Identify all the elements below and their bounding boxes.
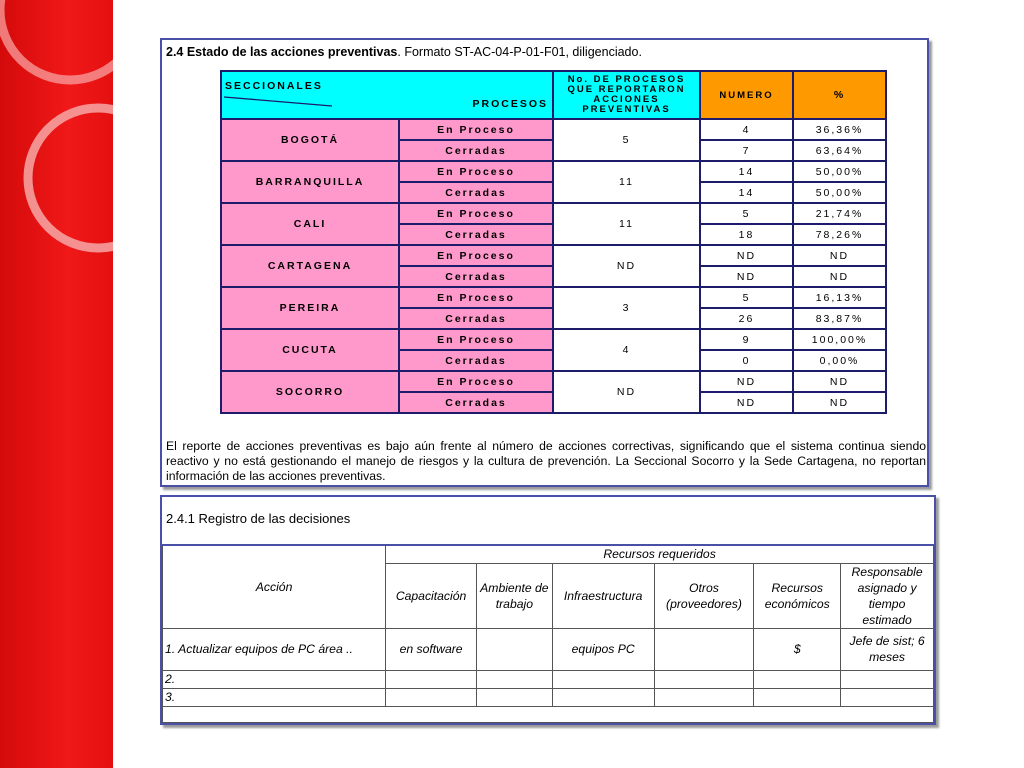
numero-cell: 0 — [700, 350, 793, 371]
header-procesos-seccionales — [221, 71, 553, 119]
otros-cell — [654, 688, 754, 706]
decisions-card — [160, 495, 936, 725]
estado-cerradas-cell: Cerradas — [399, 224, 553, 245]
preventive-actions-card — [160, 38, 929, 487]
estado-en-proceso-cell: En Proceso — [399, 245, 553, 266]
estado-en-proceso-cell: En Proceso — [399, 161, 553, 182]
procesos-count-cell: ND — [553, 245, 700, 287]
header-seccionales: SECCIONALES — [225, 80, 323, 92]
seccional-cell: BOGOTÁ — [221, 119, 399, 161]
pct-cell: 63,64% — [793, 140, 886, 161]
table-row — [221, 371, 886, 392]
section-title-rest: . Formato ST-AC-04-P-01-F01, diligenciado. — [397, 45, 642, 59]
infraestructura-cell: equipos PC — [552, 628, 654, 670]
table-row — [221, 203, 886, 224]
numero-cell: 26 — [700, 308, 793, 329]
procesos-count-cell: 11 — [553, 203, 700, 245]
col-otros: Otros (proveedores) — [654, 563, 754, 628]
responsable-cell — [841, 670, 934, 688]
numero-cell: 14 — [700, 161, 793, 182]
summary-paragraph: El reporte de acciones preventivas es bajo aún frente al número de acciones correctivas, significando que el sistema continua siendo reactivo y no está gestionando el manejo de riesgos y la cultura de prevención. La Seccional Socorro y la Sede Cartagena, no reportan información de las acciones preventivas. — [166, 439, 926, 483]
section-title-bold: 2.4 Estado de las acciones preventivas — [166, 45, 398, 59]
ambiente-cell — [476, 670, 552, 688]
col-capacitacion: Capacitación — [386, 563, 477, 628]
estado-cerradas-cell: Cerradas — [399, 308, 553, 329]
col-ambiente: Ambiente de trabajo — [476, 563, 552, 628]
accion-cell: 1. Actualizar equipos de PC área .. — [163, 628, 386, 670]
table-header-row — [221, 71, 886, 119]
capacitacion-cell: en software — [386, 628, 477, 670]
seccional-cell: BARRANQUILLA — [221, 161, 399, 203]
recursos-cell — [754, 688, 841, 706]
col-infraestructura: Infraestructura — [552, 563, 654, 628]
ambiente-cell — [476, 628, 552, 670]
pct-cell: 50,00% — [793, 161, 886, 182]
preventive-actions-body — [221, 119, 886, 413]
col-recursos: Recursos económicos — [754, 563, 841, 628]
estado-en-proceso-cell: En Proceso — [399, 287, 553, 308]
numero-cell: 7 — [700, 140, 793, 161]
procesos-count-cell: 3 — [553, 287, 700, 329]
header-procesos: PROCESOS — [472, 98, 548, 110]
procesos-count-cell: 11 — [553, 161, 700, 203]
numero-cell: ND — [700, 392, 793, 413]
pct-cell: ND — [793, 371, 886, 392]
pct-cell: 100,00% — [793, 329, 886, 350]
numero-cell: ND — [700, 245, 793, 266]
estado-cerradas-cell: Cerradas — [399, 392, 553, 413]
accion-cell: 3. — [163, 688, 386, 706]
decisions-table — [162, 544, 934, 723]
table-row — [221, 161, 886, 182]
responsable-cell: Jefe de sist; 6 meses — [841, 628, 934, 670]
pct-cell: 78,26% — [793, 224, 886, 245]
estado-cerradas-cell: Cerradas — [399, 350, 553, 371]
recursos-cell — [754, 670, 841, 688]
numero-cell: 5 — [700, 287, 793, 308]
pct-cell: ND — [793, 392, 886, 413]
estado-en-proceso-cell: En Proceso — [399, 329, 553, 350]
pct-cell: 50,00% — [793, 182, 886, 203]
decisions-title: 2.4.1 Registro de las decisiones — [166, 511, 351, 526]
procesos-count-cell: 4 — [553, 329, 700, 371]
numero-cell: 4 — [700, 119, 793, 140]
estado-en-proceso-cell: En Proceso — [399, 119, 553, 140]
pct-cell: ND — [793, 245, 886, 266]
pct-cell: 16,13% — [793, 287, 886, 308]
estado-cerradas-cell: Cerradas — [399, 266, 553, 287]
accion-header: Acción — [163, 545, 386, 628]
recursos-header: Recursos requeridos — [386, 545, 934, 563]
table-row-empty — [163, 706, 934, 722]
responsable-cell — [841, 688, 934, 706]
table-row — [221, 287, 886, 308]
otros-cell — [654, 670, 754, 688]
col-responsable: Responsable asignado y tiempo estimado — [841, 563, 934, 628]
numero-cell: ND — [700, 371, 793, 392]
ambiente-cell — [476, 688, 552, 706]
table-row — [221, 119, 886, 140]
recursos-cell: $ — [754, 628, 841, 670]
numero-cell: 5 — [700, 203, 793, 224]
seccional-cell: CUCUTA — [221, 329, 399, 371]
header-numero: NUMERO — [700, 71, 793, 119]
pct-cell: ND — [793, 266, 886, 287]
decisions-header-row-1 — [163, 545, 934, 563]
seccional-cell: PEREIRA — [221, 287, 399, 329]
procesos-count-cell: ND — [553, 371, 700, 413]
infraestructura-cell — [552, 670, 654, 688]
numero-cell: 9 — [700, 329, 793, 350]
capacitacion-cell — [386, 670, 477, 688]
capacitacion-cell — [386, 688, 477, 706]
infraestructura-cell — [552, 688, 654, 706]
pct-cell: 0,00% — [793, 350, 886, 371]
otros-cell — [654, 628, 754, 670]
preventive-actions-table — [220, 70, 887, 414]
estado-en-proceso-cell: En Proceso — [399, 371, 553, 392]
table-row — [163, 628, 934, 670]
estado-cerradas-cell: Cerradas — [399, 182, 553, 203]
accion-cell: 2. — [163, 670, 386, 688]
header-pct: % — [793, 71, 886, 119]
seccional-cell: CARTAGENA — [221, 245, 399, 287]
table-row — [163, 670, 934, 688]
table-row — [221, 329, 886, 350]
table-row — [221, 245, 886, 266]
decorative-circles-icon — [0, 0, 113, 768]
table-row — [163, 688, 934, 706]
pct-cell: 36,36% — [793, 119, 886, 140]
estado-cerradas-cell: Cerradas — [399, 140, 553, 161]
numero-cell: 14 — [700, 182, 793, 203]
pct-cell: 21,74% — [793, 203, 886, 224]
estado-en-proceso-cell: En Proceso — [399, 203, 553, 224]
header-reportaron: No. DE PROCESOS QUE REPORTARON ACCIONES PREVENTIVAS — [553, 71, 700, 119]
procesos-count-cell: 5 — [553, 119, 700, 161]
empty-footer-cell — [163, 706, 934, 722]
numero-cell: ND — [700, 266, 793, 287]
decorative-sidebar — [0, 0, 113, 768]
pct-cell: 83,87% — [793, 308, 886, 329]
numero-cell: 18 — [700, 224, 793, 245]
seccional-cell: SOCORRO — [221, 371, 399, 413]
seccional-cell: CALI — [221, 203, 399, 245]
section-title — [166, 45, 642, 59]
